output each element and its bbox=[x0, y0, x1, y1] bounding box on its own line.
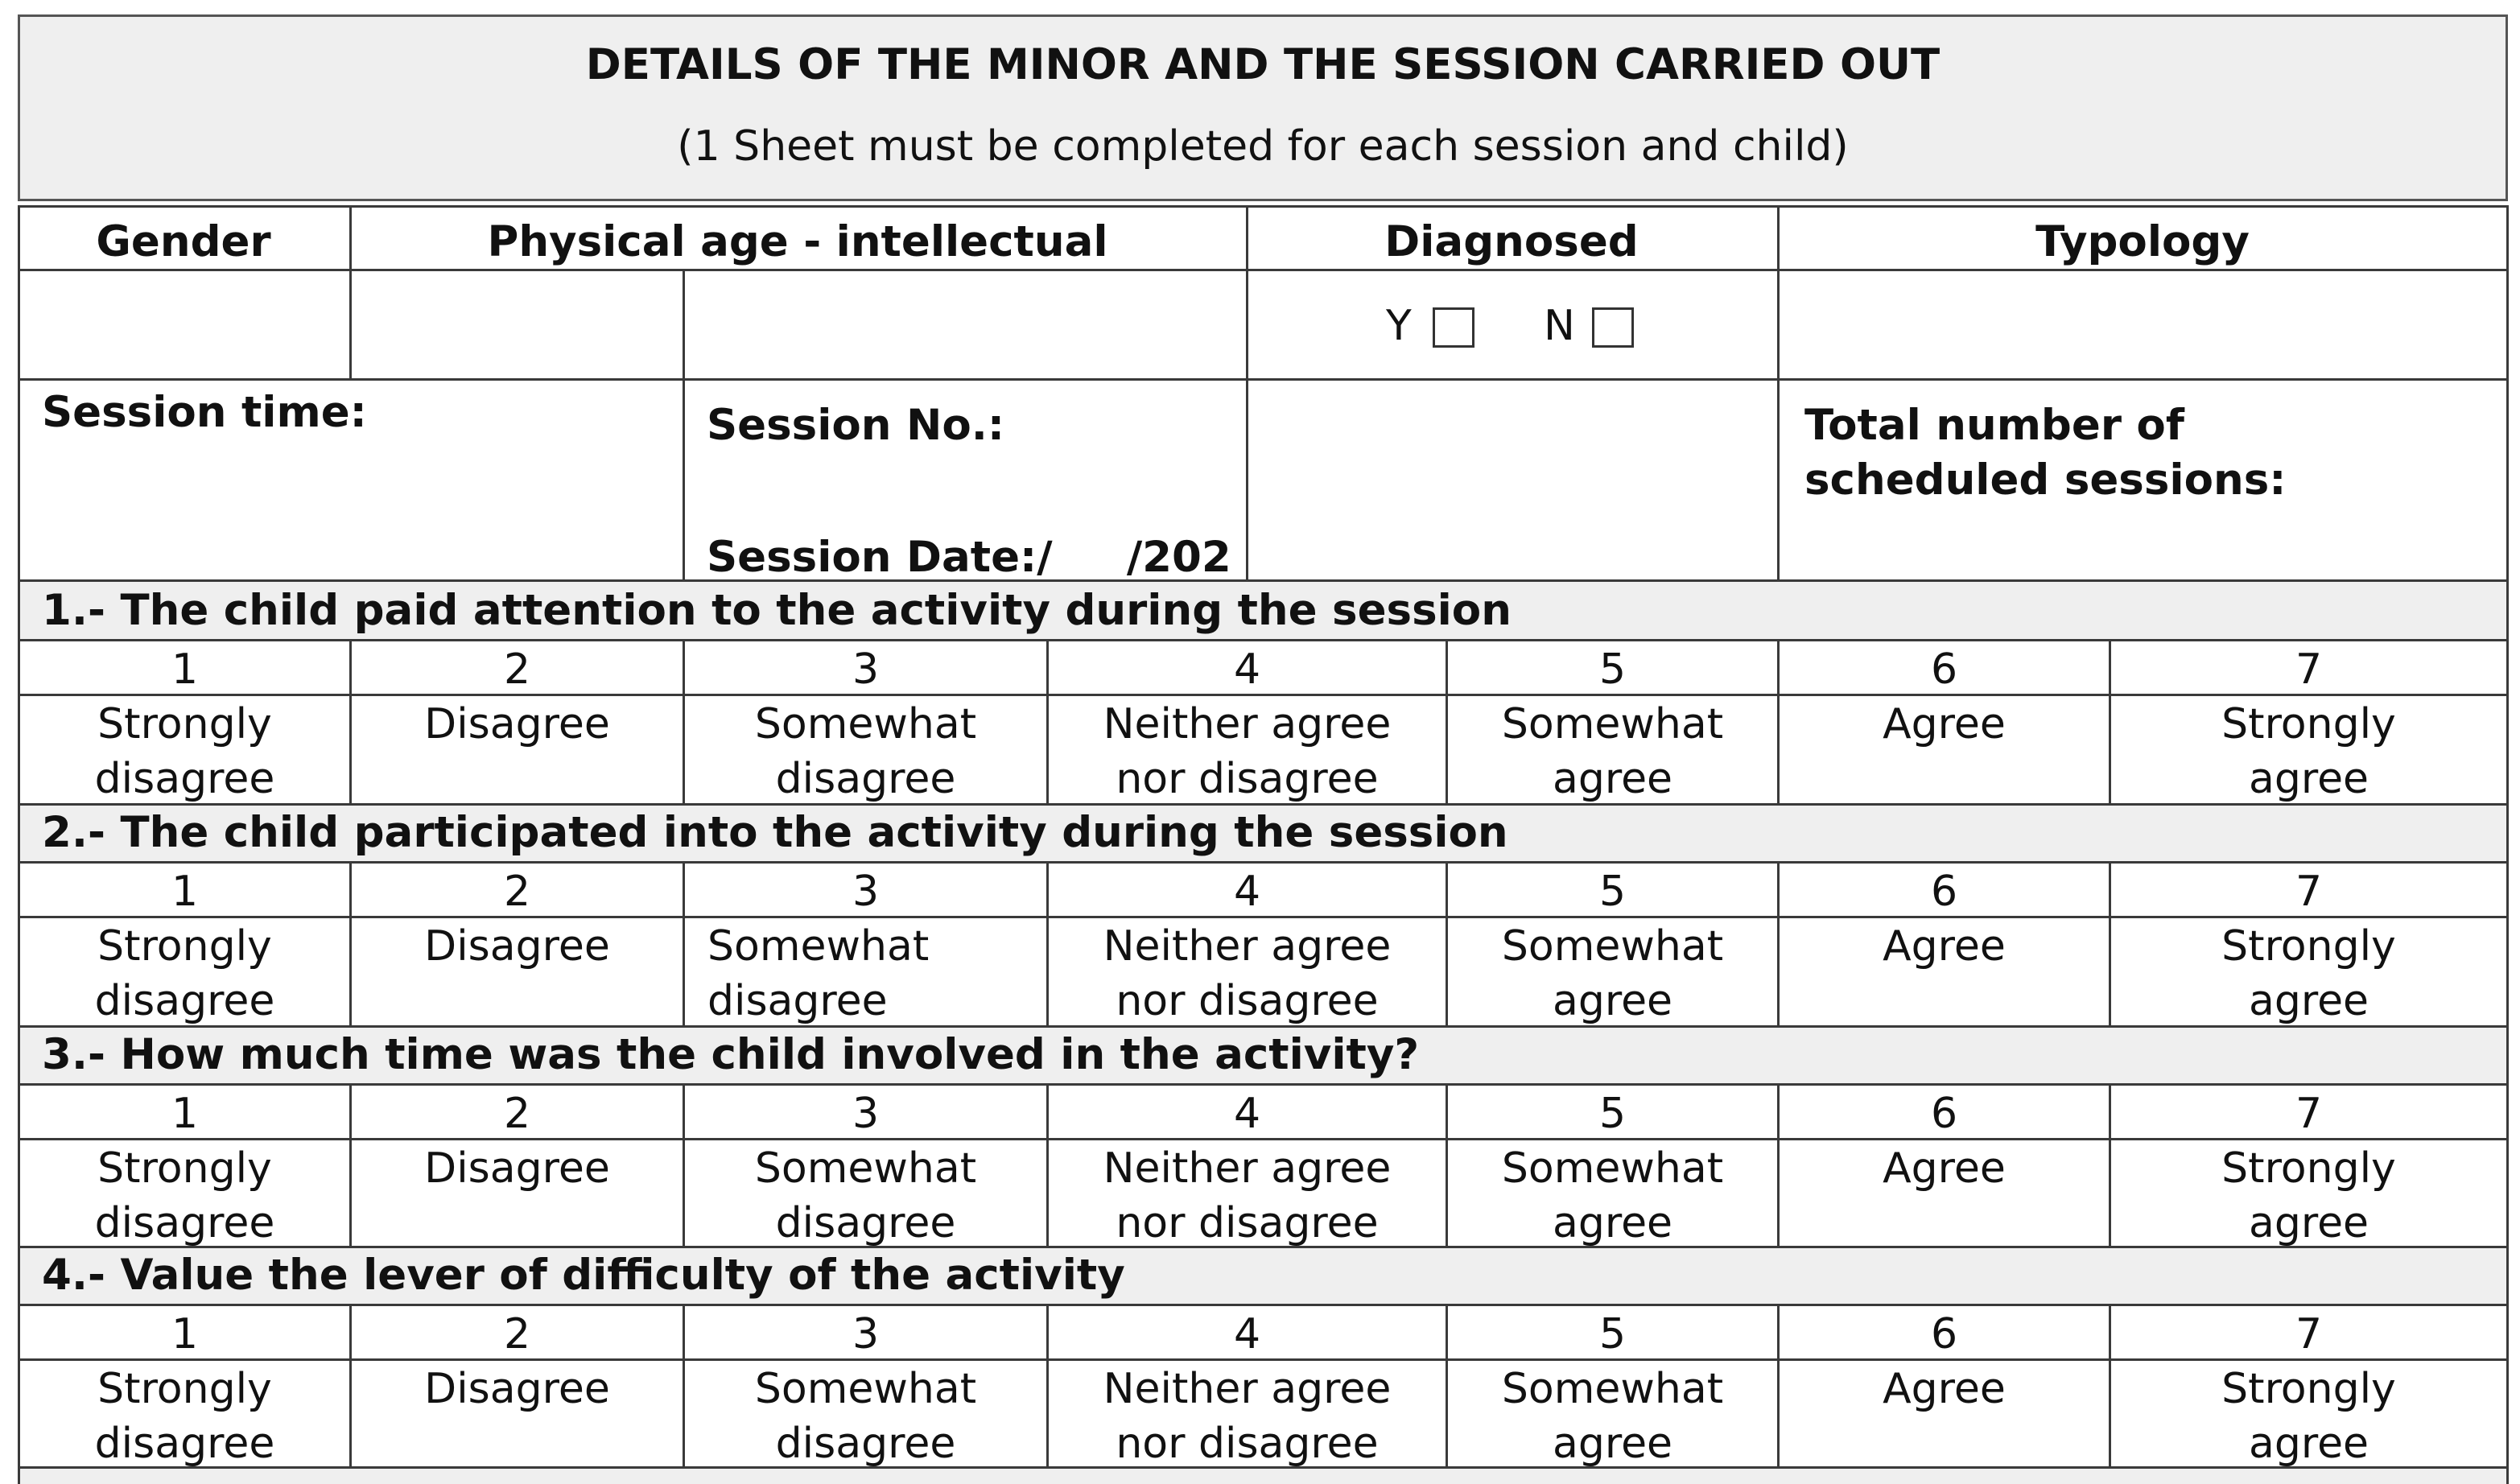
scale-option-3-6[interactable]: 6 bbox=[1930, 1090, 1958, 1138]
scale-label-line: agree bbox=[2248, 977, 2369, 1025]
scale-option-2-6[interactable]: 6 bbox=[1930, 868, 1958, 916]
scale-label-line: nor disagree bbox=[1116, 977, 1379, 1025]
scale-label-line: agree bbox=[1552, 755, 1673, 803]
typology-header: Typology bbox=[2035, 217, 2250, 266]
intellectual-age-input[interactable] bbox=[685, 274, 1244, 378]
scale-label-line: Agree bbox=[1883, 1365, 2006, 1413]
scale-option-3-3[interactable]: 3 bbox=[852, 1090, 880, 1138]
table-border-left bbox=[18, 205, 20, 1484]
scale-option-4-2[interactable]: 2 bbox=[503, 1310, 531, 1358]
scale-label-line: disagree bbox=[775, 755, 956, 803]
scale-label-4-5 bbox=[1448, 1362, 1777, 1471]
gender-input[interactable] bbox=[20, 274, 347, 378]
scale-option-4-4[interactable]: 4 bbox=[1233, 1310, 1261, 1358]
scale-label-2-5 bbox=[1448, 919, 1777, 1028]
scale-label-line: Strongly bbox=[97, 922, 272, 971]
typology-input[interactable] bbox=[1780, 274, 2506, 378]
scale-option-2-1[interactable]: 1 bbox=[171, 868, 199, 916]
scale-label-line: disagree bbox=[94, 977, 275, 1025]
scale-label-line: Strongly bbox=[2221, 1144, 2396, 1193]
scale-label-line: Disagree bbox=[424, 1144, 610, 1193]
scale-label-4-4 bbox=[1049, 1362, 1446, 1471]
scale-label-4-6 bbox=[1780, 1362, 2109, 1416]
scale-label-line: Neither agree bbox=[1103, 1144, 1392, 1193]
scale-label-line: Somewhat bbox=[754, 700, 977, 748]
scale-label-1-6 bbox=[1780, 697, 2109, 752]
question-2-title: 2.- The child participated into the activity during the session bbox=[42, 808, 1508, 857]
physical-age-input[interactable] bbox=[352, 274, 681, 378]
scale-label-3-6 bbox=[1780, 1141, 2109, 1196]
scale-label-line: Strongly bbox=[97, 1365, 272, 1413]
session-time-label: Session time: bbox=[42, 388, 367, 437]
scale-option-2-7[interactable]: 7 bbox=[2295, 868, 2323, 916]
table-row-line bbox=[18, 861, 2508, 864]
table-row-line bbox=[18, 639, 2508, 641]
scale-label-3-2 bbox=[352, 1141, 683, 1196]
table-row-line bbox=[18, 269, 2508, 271]
scale-option-3-1[interactable]: 1 bbox=[171, 1090, 199, 1138]
scale-label-line: agree bbox=[1552, 1199, 1673, 1247]
scale-option-1-1[interactable]: 1 bbox=[171, 645, 199, 694]
scale-option-4-5[interactable]: 5 bbox=[1598, 1310, 1627, 1358]
scale-label-3-3 bbox=[685, 1141, 1046, 1251]
total-sessions-label-1: Total number of bbox=[1804, 401, 2184, 450]
scale-label-1-7 bbox=[2111, 697, 2506, 806]
diagnosed-no-checkbox[interactable] bbox=[1592, 307, 1634, 348]
scale-label-line: agree bbox=[2248, 1420, 2369, 1468]
scale-label-line: Disagree bbox=[424, 700, 610, 748]
diagnosed-header: Diagnosed bbox=[1384, 217, 1639, 266]
scale-label-line: disagree bbox=[775, 1420, 956, 1468]
scale-label-line: Agree bbox=[1883, 700, 2006, 748]
diagnosed-yes-label: Y bbox=[1386, 302, 1412, 350]
scale-label-line: agree bbox=[2248, 755, 2369, 803]
scale-option-1-5[interactable]: 5 bbox=[1598, 645, 1627, 694]
scale-option-3-5[interactable]: 5 bbox=[1598, 1090, 1627, 1138]
scale-label-line: disagree bbox=[94, 1199, 275, 1247]
scale-label-1-1 bbox=[20, 697, 349, 806]
scale-option-2-5[interactable]: 5 bbox=[1598, 868, 1627, 916]
scale-label-2-3 bbox=[707, 919, 1069, 1028]
scale-label-line: Strongly bbox=[97, 700, 272, 748]
scale-label-line: agree bbox=[2248, 1199, 2369, 1247]
scale-label-line: Neither agree bbox=[1103, 1365, 1392, 1413]
table-row-line bbox=[18, 1304, 2508, 1306]
scale-label-line: Strongly bbox=[97, 1144, 272, 1193]
scale-option-2-2[interactable]: 2 bbox=[503, 868, 531, 916]
scale-label-4-7 bbox=[2111, 1362, 2506, 1471]
scale-label-line: disagree bbox=[94, 1420, 275, 1468]
scale-label-line: Somewhat bbox=[1501, 1365, 1724, 1413]
scale-label-line: Agree bbox=[1883, 1144, 2006, 1193]
scale-label-line: nor disagree bbox=[1116, 1199, 1379, 1247]
scale-label-3-1 bbox=[20, 1141, 349, 1251]
table-row-line bbox=[18, 1083, 2508, 1086]
scale-option-4-3[interactable]: 3 bbox=[852, 1310, 880, 1358]
scale-label-2-7 bbox=[2111, 919, 2506, 1028]
scale-label-line: Neither agree bbox=[1103, 922, 1392, 971]
scale-label-line: disagree bbox=[94, 755, 275, 803]
table-row-line bbox=[18, 205, 2508, 208]
scale-label-line: Strongly bbox=[2221, 922, 2396, 971]
table-border-right bbox=[2506, 205, 2509, 1484]
scale-label-1-5 bbox=[1448, 697, 1777, 806]
scale-label-line: disagree bbox=[707, 977, 888, 1025]
session-date-label bbox=[707, 533, 1231, 582]
scale-label-3-5 bbox=[1448, 1141, 1777, 1251]
scale-label-line: disagree bbox=[775, 1199, 956, 1247]
question-1-title: 1.- The child paid attention to the activity during the session bbox=[42, 586, 1512, 635]
scale-label-1-3 bbox=[685, 697, 1046, 806]
scale-option-3-4[interactable]: 4 bbox=[1233, 1090, 1261, 1138]
scale-label-line: Strongly bbox=[2221, 700, 2396, 748]
scale-label-2-4 bbox=[1049, 919, 1446, 1028]
question-3-title: 3.- How much time was the child involved in the activity? bbox=[42, 1030, 1420, 1079]
table-row-line bbox=[18, 579, 2508, 582]
session-date-text: Session Date:/ /202 bbox=[707, 533, 1231, 582]
scale-label-4-1 bbox=[20, 1362, 349, 1471]
scale-label-line: Somewhat bbox=[707, 922, 930, 971]
scale-option-1-3[interactable]: 3 bbox=[852, 645, 880, 694]
scale-label-line: Somewhat bbox=[1501, 700, 1724, 748]
gender-header: Gender bbox=[96, 217, 271, 266]
form-title: DETAILS OF THE MINOR AND THE SESSION CARRIED OUT bbox=[585, 40, 1941, 89]
scale-label-line: Somewhat bbox=[754, 1365, 977, 1413]
diagnosed-yes-checkbox[interactable] bbox=[1433, 307, 1474, 348]
scale-label-3-4 bbox=[1049, 1141, 1446, 1251]
scale-label-2-6 bbox=[1780, 919, 2109, 974]
scale-option-2-3[interactable]: 3 bbox=[852, 868, 880, 916]
scale-option-1-6[interactable]: 6 bbox=[1930, 645, 1958, 694]
scale-option-1-7[interactable]: 7 bbox=[2295, 645, 2323, 694]
scale-option-2-4[interactable]: 4 bbox=[1233, 868, 1261, 916]
scale-label-line: Disagree bbox=[424, 1365, 610, 1413]
scale-label-line: nor disagree bbox=[1116, 1420, 1379, 1468]
scale-option-4-7[interactable]: 7 bbox=[2295, 1310, 2323, 1358]
scale-label-4-2 bbox=[352, 1362, 683, 1416]
scale-label-line: nor disagree bbox=[1116, 755, 1379, 803]
diagnosed-no-label: N bbox=[1544, 302, 1575, 350]
scale-label-3-7 bbox=[2111, 1141, 2506, 1251]
scale-label-line: Neither agree bbox=[1103, 700, 1392, 748]
session-number-label: Session No.: bbox=[707, 401, 1005, 450]
scale-option-1-2[interactable]: 2 bbox=[503, 645, 531, 694]
scale-label-line: Somewhat bbox=[754, 1144, 977, 1193]
total-sessions-label-2: scheduled sessions: bbox=[1804, 456, 2287, 505]
question-4-title: 4.- Value the lever of difficulty of the activity bbox=[42, 1251, 1125, 1300]
scale-label-2-2 bbox=[352, 919, 683, 974]
age-header: Physical age - intellectual bbox=[487, 217, 1108, 266]
scale-option-3-7[interactable]: 7 bbox=[2295, 1090, 2323, 1138]
scale-label-line: Somewhat bbox=[1501, 922, 1724, 971]
scale-label-line: Disagree bbox=[424, 922, 610, 971]
scale-label-line: agree bbox=[1552, 977, 1673, 1025]
scale-label-1-4 bbox=[1049, 697, 1446, 806]
table-row-line bbox=[18, 378, 2508, 381]
scale-label-line: Somewhat bbox=[1501, 1144, 1724, 1193]
scale-label-line: Agree bbox=[1883, 922, 2006, 971]
scale-label-2-1 bbox=[20, 919, 349, 1028]
scale-label-4-3 bbox=[685, 1362, 1046, 1471]
scale-option-4-1[interactable]: 1 bbox=[171, 1310, 199, 1358]
scale-label-line: agree bbox=[1552, 1420, 1673, 1468]
scale-option-3-2[interactable]: 2 bbox=[503, 1090, 531, 1138]
scale-option-1-4[interactable]: 4 bbox=[1233, 645, 1261, 694]
scale-option-4-6[interactable]: 6 bbox=[1930, 1310, 1958, 1358]
scale-label-line: Strongly bbox=[2221, 1365, 2396, 1413]
form-subtitle: (1 Sheet must be completed for each session and child) bbox=[677, 122, 1849, 171]
scale-label-1-2 bbox=[352, 697, 683, 752]
